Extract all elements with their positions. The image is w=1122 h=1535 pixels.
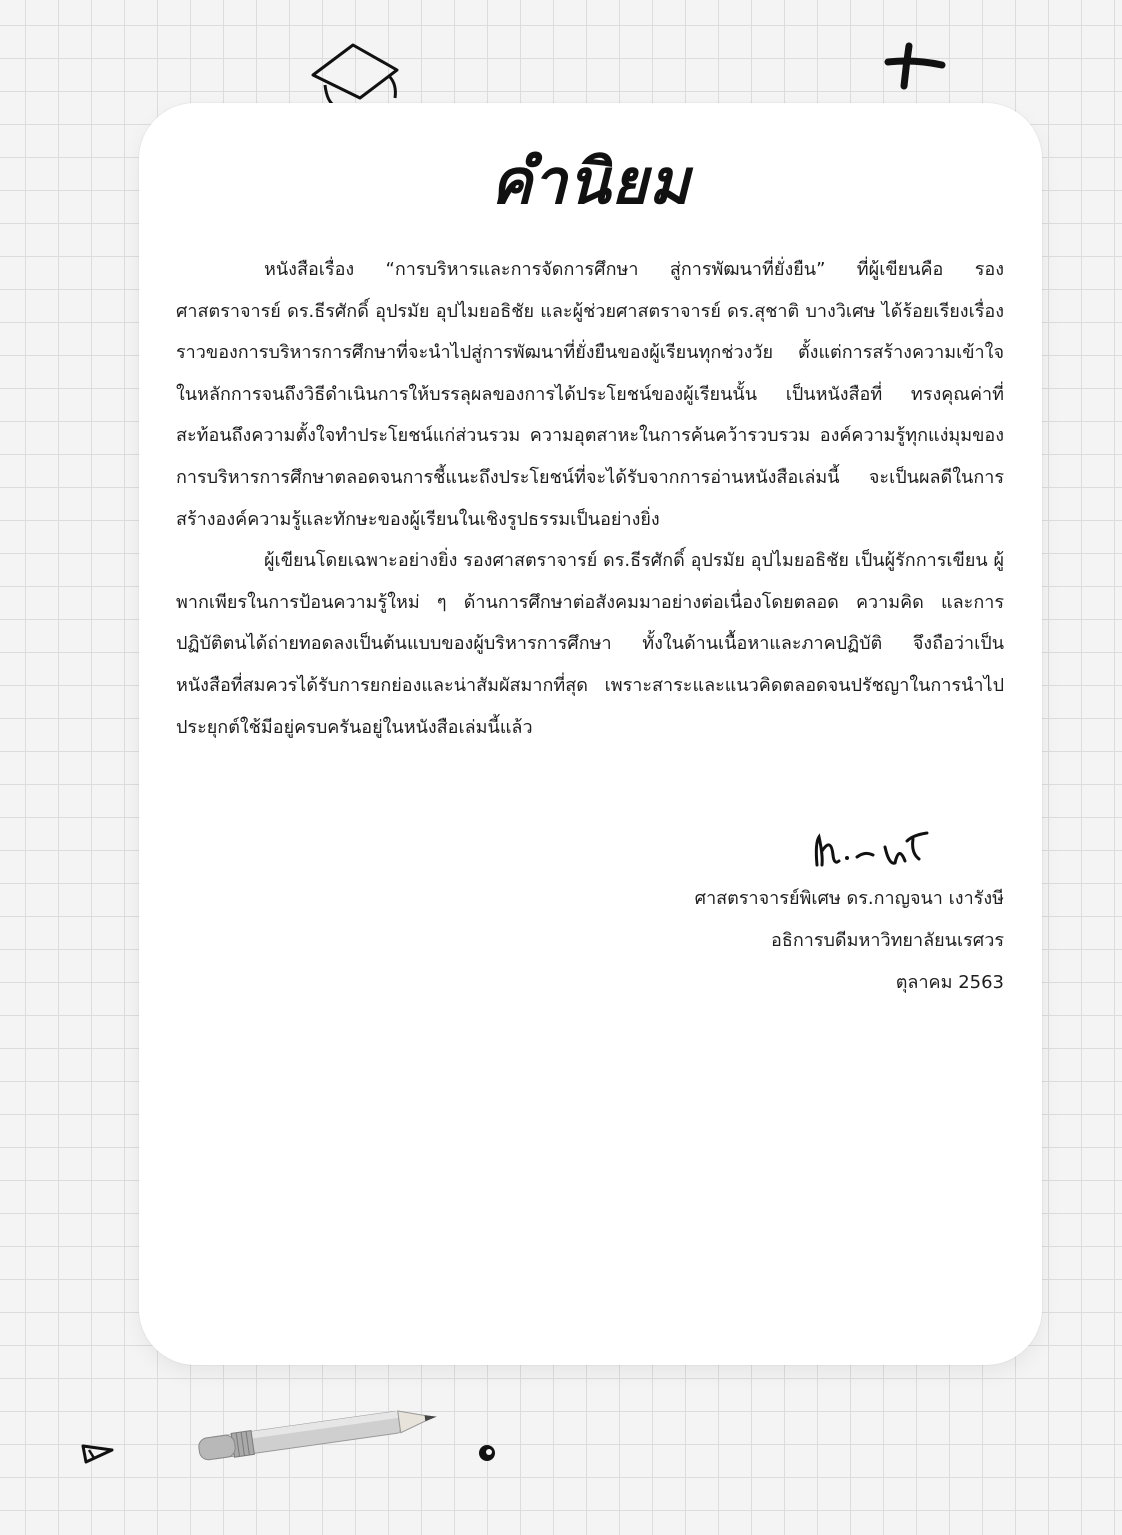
paper-plane-doodle-icon xyxy=(80,1440,116,1466)
pencil-icon xyxy=(190,1400,450,1466)
foreword-body xyxy=(176,249,1004,748)
page-title: คำนิยม xyxy=(490,145,691,218)
content-card xyxy=(139,103,1042,1365)
plus-doodle-icon xyxy=(884,42,946,90)
signer-name: ศาสตราจารย์พิเศษ ดร.กาญจนา เงารังษี xyxy=(694,888,1004,909)
signature-date: ตุลาคม 2563 xyxy=(895,972,1004,993)
signature-block xyxy=(695,878,1004,1004)
paragraph-1: หนังสือเรื่อง “การบริหารและการจัดการศึกษา สู่การพัฒนาที่ยั่งยืน” ที่ผู้เขียนคือ รองศาสตราจารย์ ดร.ธีรศักดิ์ อุปรมัย อุปไมยอธิชัย และผู้ช่วยศาสตราจารย์ ดร.สุชาติ บางวิเศษ ได้ร้อยเรียงเรื่องราวของการบริหารการศึกษาที่จะนำไปสู่การพัฒนาที่ยั่งยืนของผู้เรียนทุกช่วงวัย ตั้งแต่การสร้างความเข้าใจ ในหลักการจนถึงวิธีดำเนินการให้บรรลุผลของการได้ประโยชน์ของผู้เรียนนั้น เป็นหนังสือที่ ทรงคุณค่าที่สะท้อนถึงความตั้งใจทำประโยชน์แก่ส่วนรวม ความอุตสาหะในการค้นคว้ารวบรวม องค์ความรู้ทุกแง่มุมของการบริหารการศึกษาตลอดจนการชี้แนะถึงประโยชน์ที่จะได้รับจากการอ่านหนังสือเล่มนี้ จะเป็นผลดีในการสร้างองค์ความรู้และทักษะของผู้เรียนในเชิงรูปธรรมเป็นอย่างยิ่ง xyxy=(176,259,1004,530)
graduation-cap-doodle-icon xyxy=(305,40,410,110)
paragraph-2: ผู้เขียนโดยเฉพาะอย่างยิ่ง รองศาสตราจารย์ ดร.ธีรศักดิ์ อุปรมัย อุปไมยอธิชัย เป็นผู้รักการเขียน ผู้พากเพียรในการป้อนความรู้ใหม่ ๆ ด้านการศึกษาต่อสังคมมาอย่างต่อเนื่องโดยตลอด ความคิด และการปฏิบัติตนได้ถ่ายทอดลงเป็นต้นแบบของผู้บริหารการศึกษา ทั้งในด้านเนื้อหาและภาคปฏิบัติ จึงถือว่าเป็นหนังสือที่สมควรได้รับการยกย่องและน่าสัมผัสมากที่สุด เพราะสาระและแนวคิดตลอดจนปรัชญาในการนำไปประยุกต์ใช้มีอยู่ครบครันอยู่ในหนังสือเล่มนี้แล้ว xyxy=(176,550,1004,738)
handwritten-signature xyxy=(809,825,939,875)
dot-doodle-icon xyxy=(476,1442,498,1464)
signer-position: อธิการบดีมหาวิทยาลัยนเรศวร xyxy=(771,930,1004,951)
